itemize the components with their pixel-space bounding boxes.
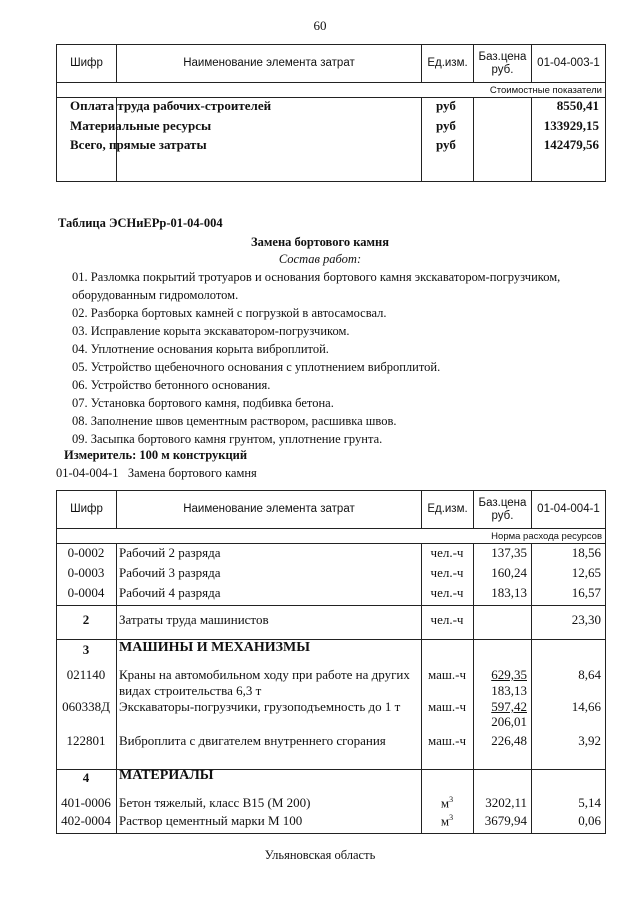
header-code: Шифр — [57, 491, 117, 529]
row-unit: руб — [436, 118, 456, 133]
section-code: 3 — [82, 642, 90, 657]
row-name: Оплата труда рабочих-строителей — [70, 98, 272, 113]
list-item: 06. Устройство бетонного основания. — [72, 378, 271, 392]
row-unit: маш.-ч — [427, 667, 467, 682]
header-name: Наименование элемента затрат — [117, 491, 422, 529]
subheader-label: Стоимостные показатели — [474, 83, 606, 98]
list-item: 02. Разборка бортовых камней с погрузкой в автосамосвал. — [72, 306, 387, 320]
row-unit: маш.-ч — [427, 699, 467, 714]
row-price: 137,35 — [491, 545, 527, 560]
table-header — [57, 491, 606, 529]
row-value: 0,06 — [578, 813, 601, 828]
row-unit: чел.-ч — [430, 565, 464, 580]
row-name: Рабочий 3 разряда — [119, 565, 221, 580]
section-title: МАТЕРИАЛЫ — [119, 768, 214, 783]
row-name: Рабочий 2 разряда — [119, 545, 221, 560]
row-code: 060338Д — [62, 699, 110, 714]
header-price: Баз.цена руб. — [474, 45, 532, 83]
row-name: Рабочий 4 разряда — [119, 585, 221, 600]
row-code: 0-0004 — [67, 585, 105, 600]
row-unit: руб — [436, 98, 456, 113]
header-rate: 01-04-003-1 — [532, 45, 606, 83]
row-price: 226,48 — [491, 733, 527, 748]
row-name: Материальные ресурсы — [70, 118, 212, 133]
row-value: 142479,56 — [543, 137, 599, 152]
section-title: МАШИНЫ И МЕХАНИЗМЫ — [119, 640, 311, 655]
row-value: 133929,15 — [543, 118, 599, 133]
header-unit: Ед.изм. — [422, 491, 474, 529]
table-title: Таблица ЭСНиЕРр-01-04-004 — [58, 216, 223, 230]
row-name: Краны на автомобильном ходу при работе на других видах строительства 6,3 т — [119, 667, 410, 698]
list-item: 03. Исправление корыта экскаватором-погрузчиком. — [72, 324, 350, 338]
table1-rows — [70, 98, 605, 156]
footer-region: Ульяновская область — [264, 848, 376, 862]
item-code: 01-04-004-1 — [56, 466, 119, 480]
row-price-secondary: 206,01 — [491, 714, 527, 729]
row-name: Экскаваторы-погрузчики, грузоподъемность до 1 т — [119, 699, 401, 714]
row-unit: руб — [436, 137, 456, 152]
header-code: Шифр — [57, 45, 117, 83]
header-name: Наименование элемента затрат — [117, 45, 422, 83]
row-name: Раствор цементный марки М 100 — [119, 813, 303, 828]
row-price: 3679,94 — [484, 813, 527, 828]
row-code: 401-0006 — [61, 795, 111, 810]
row-value: 14,66 — [571, 699, 601, 714]
table-row — [70, 137, 605, 156]
row-price: 160,24 — [491, 565, 527, 580]
row-value: 8550,41 — [556, 98, 599, 113]
row-value: 23,30 — [571, 612, 601, 627]
row-value: 18,56 — [571, 545, 601, 560]
table-header — [57, 45, 606, 83]
header-rate: 01-04-004-1 — [532, 491, 606, 529]
row-code: 122801 — [66, 733, 106, 748]
row-unit: чел.-ч — [430, 545, 464, 560]
row-value: 8,64 — [578, 667, 601, 682]
row-name: Всего, прямые затраты — [70, 137, 207, 152]
works-list — [72, 268, 592, 448]
header-unit: Ед.изм. — [422, 45, 474, 83]
section-code: 4 — [82, 770, 90, 785]
row-value: 5,14 — [578, 795, 601, 810]
row-price: 3202,11 — [485, 795, 527, 810]
operators-group — [57, 606, 606, 640]
row-name: Затраты труда машинистов — [119, 612, 269, 627]
row-unit: $м^3$ — [440, 795, 454, 811]
workers-group — [57, 544, 606, 606]
page-number: 60 — [313, 18, 327, 33]
list-item: 07. Установка бортового камня, подбивка бетона. — [72, 396, 334, 410]
machines-group — [57, 640, 606, 770]
item-line — [56, 466, 257, 481]
section-heading: Замена бортового камня — [251, 235, 389, 249]
row-code: 402-0004 — [61, 813, 111, 828]
item-name: Замена бортового камня — [127, 466, 257, 480]
row-name: Бетон тяжелый, класс B15 (М 200) — [119, 795, 311, 810]
resource-table — [56, 490, 606, 834]
subheader-label: Норма расхода ресурсов — [474, 529, 606, 544]
row-code: 021140 — [66, 667, 106, 682]
meter-line: Измеритель: 100 м конструкций — [64, 448, 248, 462]
table-subheader — [57, 529, 606, 544]
list-item: 08. Заполнение швов цементным раствором, расшивка швов. — [72, 414, 397, 428]
row-name: Виброплита с двигателем внутреннего сгорания — [119, 733, 386, 748]
row-price-secondary: 183,13 — [491, 683, 527, 698]
row-price: 597,42 — [491, 699, 527, 714]
table-row — [70, 118, 605, 137]
row-price: 183,13 — [491, 585, 527, 600]
row-value: 3,92 — [578, 733, 601, 748]
list-item: 09. Засыпка бортового камня грунтом, уплотнение грунта. — [72, 432, 383, 446]
row-value: 16,57 — [571, 585, 601, 600]
row-unit: чел.-ч — [430, 585, 464, 600]
table-subheader — [57, 83, 606, 98]
list-item: 05. Устройство щебеночного основания с уплотнением виброплитой. — [72, 360, 441, 374]
header-price: Баз.цена руб. — [474, 491, 532, 529]
materials-group — [57, 770, 606, 834]
row-unit: маш.-ч — [427, 733, 467, 748]
row-unit: чел.-ч — [430, 612, 464, 627]
row-unit: $м^3$ — [440, 813, 454, 829]
row-value: 12,65 — [571, 565, 601, 580]
row-price: 629,35 — [491, 667, 527, 682]
list-item: 01. Разломка покрытий тротуаров и основания бортового камня экскаватором-погрузчиком, оборудованным гидромолотом. — [72, 270, 561, 302]
row-code: 2 — [82, 612, 90, 627]
table-row — [70, 98, 605, 118]
works-title: Состав работ: — [278, 252, 362, 266]
row-code: 0-0003 — [67, 565, 105, 580]
list-item: 04. Уплотнение основания корыта виброплитой. — [72, 342, 329, 356]
row-code: 0-0002 — [67, 545, 105, 560]
